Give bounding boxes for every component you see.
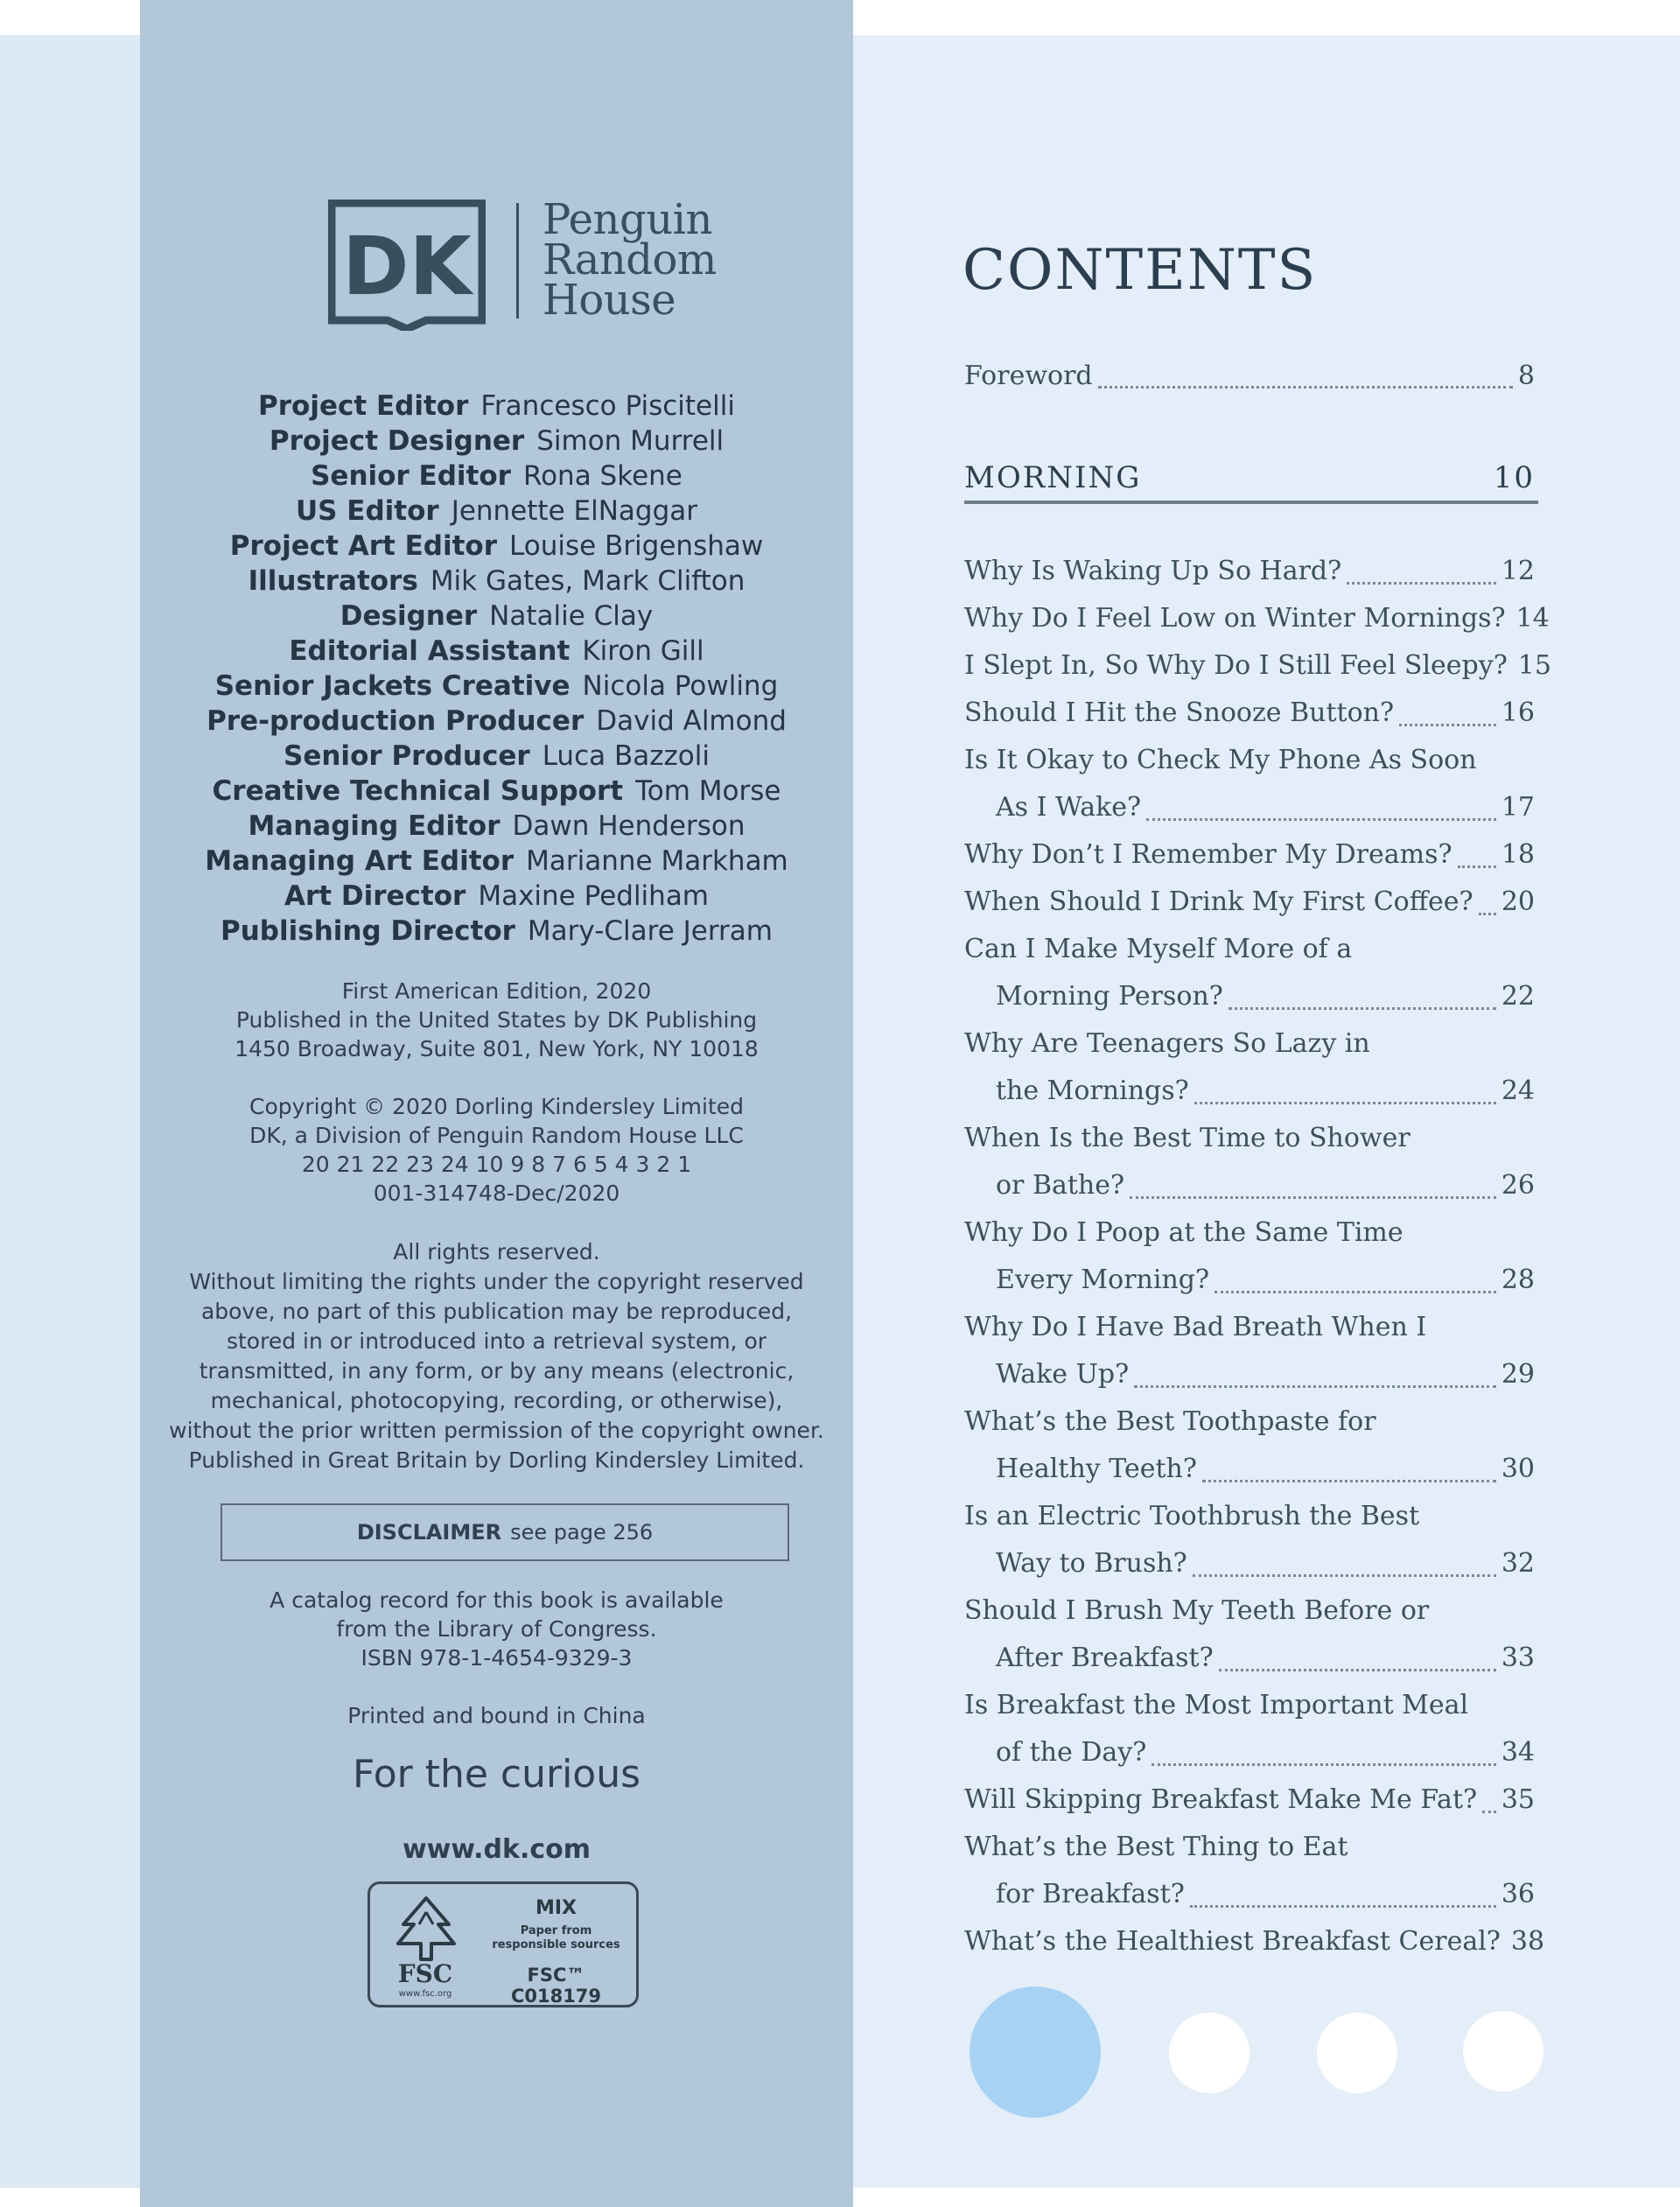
credit-name: Mary-Clare Jerram: [527, 915, 773, 947]
dk-book-logo: [328, 200, 486, 331]
toc-page-number: 30: [1501, 1454, 1535, 1484]
fsc-mix: MIX: [535, 1897, 578, 1919]
section-divider: [964, 501, 1538, 504]
dot-leader: [1479, 913, 1496, 915]
toc-list: [964, 548, 1551, 1965]
toc-line: [964, 1729, 1535, 1776]
toc-line: [964, 1257, 1535, 1304]
toc-line: [964, 642, 1551, 690]
toc-title: Is It Okay to Check My Phone As Soon: [964, 745, 1477, 775]
dot-leader: [1399, 724, 1496, 726]
credit-line: [140, 424, 853, 459]
fsc-details: [480, 1896, 633, 2007]
toc-title: for Breakfast?: [996, 1879, 1185, 1909]
publication-line: 1450 Broadway, Suite 801, New York, NY 10018: [234, 1036, 759, 1061]
toc-line: [964, 1020, 1535, 1068]
toc-title: When Is the Best Time to Shower: [964, 1123, 1410, 1153]
credit-line: [140, 599, 853, 634]
credit-name: Mik Gates, Mark Clifton: [430, 565, 746, 597]
toc-line: [964, 879, 1535, 926]
publication-line: Published in the United States by DK Publishing: [235, 1007, 758, 1033]
credit-name: Luca Bazzoli: [542, 740, 710, 772]
rights-line: mechanical, photocopying, recording, or otherwise),: [210, 1388, 783, 1413]
toc-line: [964, 784, 1535, 831]
credit-line: [140, 739, 853, 774]
toc-entry[interactable]: [964, 1020, 1535, 1115]
toc-title: Can I Make Myself More of a: [964, 934, 1353, 964]
toc-page-number: 33: [1501, 1643, 1535, 1673]
credit-line: [140, 669, 853, 704]
toc-page-number: 12: [1501, 556, 1535, 586]
toc-page-number: 36: [1501, 1879, 1535, 1909]
credit-role: Managing Art Editor: [205, 845, 514, 877]
toc-title: What’s the Best Thing to Eat: [964, 1832, 1348, 1862]
toc-line: [964, 1351, 1535, 1398]
toc-entry[interactable]: [964, 926, 1535, 1020]
toc-title: Why Don’t I Remember My Dreams?: [964, 839, 1452, 870]
toc-title: Why Is Waking Up So Hard?: [964, 556, 1342, 586]
toc-entry[interactable]: [964, 595, 1550, 642]
credit-role: Publishing Director: [220, 915, 515, 947]
credit-role: Editorial Assistant: [289, 635, 570, 667]
copyright-info: [140, 1092, 853, 1208]
toc-line: [964, 831, 1535, 879]
credit-role: Pre-production Producer: [206, 705, 584, 737]
toc-title: Should I Hit the Snooze Button?: [964, 697, 1395, 728]
toc-title: When Should I Drink My First Coffee?: [964, 886, 1474, 917]
credit-line: [140, 494, 853, 529]
copyright-line: 001-314748-Dec/2020: [373, 1181, 620, 1206]
toc-title: Every Morning?: [996, 1265, 1210, 1295]
toc-line: [964, 1304, 1535, 1351]
toc-line: [964, 595, 1550, 642]
credit-name: Simon Murrell: [536, 425, 724, 457]
toc-title: Wake Up?: [996, 1359, 1130, 1390]
tagline: For the curious: [352, 1752, 641, 1797]
credit-role: Illustrators: [248, 565, 418, 597]
toc-page-number: 16: [1501, 697, 1535, 728]
wordmark-line: House: [542, 276, 676, 325]
toc-entry[interactable]: [964, 1824, 1535, 1918]
toc-page-number: 32: [1501, 1548, 1535, 1579]
contents-heading: CONTENTS: [962, 238, 1318, 303]
toc-entry[interactable]: [964, 1918, 1545, 1965]
dot-leader: [1193, 1574, 1496, 1577]
toc-title: Should I Brush My Teeth Before or: [964, 1595, 1430, 1626]
toc-title: Is an Electric Toothbrush the Best: [964, 1501, 1420, 1531]
toc-title: Will Skipping Breakfast Make Me Fat?: [964, 1784, 1478, 1815]
publication-line: First American Edition, 2020: [341, 978, 652, 1004]
credit-name: Louise Brigenshaw: [509, 530, 764, 562]
credit-name: Marianne Markham: [526, 845, 788, 877]
credit-line: [140, 704, 853, 739]
printed-note: [140, 1701, 853, 1730]
credit-line: [140, 634, 853, 669]
section-title: MORNING: [964, 460, 1142, 495]
credit-line: [140, 774, 853, 809]
publisher-logo: [328, 195, 731, 340]
toc-title: What’s the Healthiest Breakfast Cereal?: [964, 1926, 1501, 1957]
toc-page-number: 17: [1501, 792, 1535, 823]
dot-leader: [1219, 1669, 1496, 1671]
toc-entry[interactable]: [964, 1493, 1535, 1587]
toc-line: [964, 1209, 1535, 1257]
wordmark-line: Penguin: [542, 195, 712, 244]
toc-line: [964, 1635, 1535, 1682]
toc-line: [964, 973, 1535, 1020]
dot-leader: [1482, 1811, 1496, 1813]
rights-line: Published in Great Britain by Dorling Kindersley Limited.: [188, 1447, 805, 1473]
credit-name: Kiron Gill: [582, 635, 704, 667]
toc-title: Healthy Teeth?: [996, 1454, 1197, 1484]
toc-entry[interactable]: [964, 737, 1535, 831]
rights-line: without the prior written permission of the copyright owner.: [169, 1418, 824, 1443]
toc-entry[interactable]: [964, 831, 1535, 879]
copyright-line: 20 21 22 23 24 10 9 8 7 6 5 4 3 2 1: [301, 1152, 692, 1177]
toc-title: Way to Brush?: [996, 1548, 1187, 1579]
credit-role: Senior Producer: [284, 740, 530, 772]
isbn-line: ISBN 978-1-4654-9329-3: [360, 1645, 633, 1671]
fsc-paper-line: responsible sources: [492, 1938, 620, 1951]
toc-entry[interactable]: [964, 1587, 1535, 1682]
credit-role: US Editor: [295, 495, 439, 527]
fsc-code: FSC™ C018179: [510, 1965, 602, 2007]
foreword-title: Foreword: [964, 361, 1093, 391]
rights-notice: [140, 1237, 853, 1475]
logo-divider: [516, 203, 519, 319]
toc-page-number: 14: [1516, 603, 1550, 634]
credit-name: Maxine Pedliham: [478, 880, 710, 912]
dot-leader: [1202, 1480, 1496, 1482]
toc-page-number: 24: [1501, 1075, 1535, 1106]
foreword-page: 8: [1517, 361, 1535, 391]
toc-entry[interactable]: [964, 1398, 1535, 1493]
fsc-paper-source: [480, 1924, 633, 1952]
credit-role: Senior Editor: [311, 460, 511, 492]
toc-page-number: 22: [1501, 981, 1535, 1012]
toc-entry[interactable]: [964, 1115, 1535, 1209]
catalog-line: from the Library of Congress.: [336, 1616, 657, 1642]
dot-leader: [1214, 1291, 1496, 1293]
section-page: 10: [1493, 460, 1535, 495]
toc-page-number: 34: [1501, 1737, 1535, 1768]
toc-title: Why Do I Poop at the Same Time: [964, 1217, 1404, 1248]
credit-role: Project Art Editor: [229, 530, 498, 562]
toc-entry[interactable]: [964, 1209, 1535, 1304]
toc-title: or Bathe?: [996, 1170, 1125, 1201]
decorative-circle: [1317, 2013, 1397, 2093]
toc-title: of the Day?: [996, 1737, 1147, 1768]
dot-leader: [1458, 865, 1496, 868]
toc-line: [964, 1776, 1535, 1824]
disclaimer-box: [220, 1503, 789, 1561]
toc-line: [964, 1493, 1535, 1540]
credit-name: Natalie Clay: [489, 600, 654, 632]
toc-line: [964, 1824, 1535, 1871]
fsc-url: www.fsc.org: [398, 1989, 452, 1999]
credit-role: Senior Jackets Creative: [214, 670, 570, 702]
foreword-entry[interactable]: [964, 361, 1535, 399]
credit-role: Project Designer: [269, 425, 525, 457]
dk-logo-text: DK: [342, 220, 472, 313]
dot-leader: [1130, 1196, 1496, 1199]
toc-page-number: 29: [1501, 1359, 1535, 1390]
credit-role: Designer: [340, 600, 478, 632]
toc-title: What’s the Best Toothpaste for: [964, 1406, 1376, 1437]
rights-line: above, no part of this publication may be reproduced,: [200, 1299, 793, 1324]
credit-name: Rona Skene: [522, 460, 682, 492]
credit-line: [140, 564, 853, 599]
rights-line: All rights reserved.: [393, 1239, 600, 1265]
penguin-random-house-wordmark: [542, 195, 717, 325]
credit-line: [140, 529, 853, 564]
toc-page-number: 35: [1501, 1784, 1535, 1815]
credit-line: [140, 914, 853, 949]
disclaimer-label: DISCLAIMER: [356, 1520, 502, 1545]
decorative-circle: [1463, 2011, 1544, 2091]
catalog-line: A catalog record for this book is available: [270, 1587, 724, 1613]
toc-line: [964, 737, 1535, 784]
dot-leader: [1228, 1007, 1496, 1010]
credit-line: [140, 459, 853, 494]
credits-list: [140, 389, 853, 949]
printed-text: Printed and bound in China: [347, 1703, 646, 1728]
toc-page-number: 18: [1501, 839, 1535, 870]
toc-entry[interactable]: [964, 1776, 1535, 1824]
toc-title: Why Do I Feel Low on Winter Mornings?: [964, 603, 1506, 634]
credit-line: [140, 844, 853, 879]
toc-line: [964, 1540, 1535, 1587]
toc-line: [964, 1068, 1535, 1115]
toc-line: [964, 1446, 1535, 1493]
copyright-line: Copyright © 2020 Dorling Kindersley Limited: [248, 1094, 745, 1119]
toc-line: [964, 1115, 1535, 1162]
fsc-badge: [368, 1881, 639, 2007]
copyright-line: DK, a Division of Penguin Random House LLC: [249, 1123, 744, 1148]
toc-line: [964, 1162, 1535, 1209]
toc-page-number: 26: [1501, 1170, 1535, 1201]
dot-leader: [1098, 386, 1513, 389]
toc-entry[interactable]: [964, 879, 1535, 926]
toc-title: I Slept In, So Why Do I Still Feel Sleepy?: [964, 650, 1508, 681]
toc-page-number: 38: [1510, 1926, 1545, 1957]
section-heading-morning[interactable]: [964, 455, 1535, 501]
toc-title: Is Breakfast the Most Important Meal: [964, 1690, 1469, 1720]
fsc-tree-icon: [382, 1893, 470, 1963]
toc-line: [964, 926, 1535, 973]
credit-line: [140, 879, 853, 914]
dot-leader: [1146, 818, 1496, 821]
disclaimer-text: see page 256: [510, 1520, 654, 1545]
dot-leader: [1347, 582, 1496, 585]
credit-name: Tom Morse: [635, 775, 781, 807]
dot-leader: [1194, 1102, 1496, 1104]
toc-title: Morning Person?: [996, 981, 1223, 1012]
website-link[interactable]: www.dk.com: [402, 1834, 592, 1865]
credit-role: Art Director: [284, 880, 466, 912]
credit-role: Creative Technical Support: [212, 775, 624, 807]
toc-page-number: 28: [1501, 1265, 1535, 1295]
toc-line: [964, 690, 1535, 737]
toc-title: the Mornings?: [996, 1075, 1189, 1106]
wordmark-line: Random: [542, 235, 717, 284]
toc-title: After Breakfast?: [996, 1643, 1214, 1673]
dot-leader: [1190, 1905, 1496, 1908]
credit-name: David Almond: [596, 705, 787, 737]
toc-title: Why Do I Have Bad Breath When I: [964, 1312, 1427, 1342]
publication-info: [140, 977, 853, 1063]
fsc-paper-line: Paper from: [520, 1924, 592, 1937]
decorative-circle: [1169, 2013, 1250, 2093]
credit-name: Dawn Henderson: [512, 810, 746, 842]
toc-line: [964, 1871, 1535, 1918]
toc-line: [964, 1398, 1535, 1446]
toc-line: [964, 1918, 1545, 1965]
toc-page-number: 15: [1517, 650, 1551, 681]
credit-name: Francesco Piscitelli: [480, 390, 735, 422]
toc-entry[interactable]: [964, 548, 1535, 595]
accent-circle: [970, 1986, 1101, 2118]
fsc-label: FSC: [397, 1959, 453, 1988]
rights-line: Without limiting the rights under the copyright reserved: [189, 1269, 804, 1294]
credit-role: Managing Editor: [248, 810, 500, 842]
rights-line: transmitted, in any form, or by any means (electronic,: [199, 1358, 794, 1384]
rights-line: stored in or introduced into a retrieval system, or: [226, 1328, 767, 1354]
credit-line: [140, 809, 853, 844]
dot-leader: [1134, 1385, 1496, 1388]
credit-name: Nicola Powling: [582, 670, 779, 702]
toc-page-number: 20: [1501, 886, 1535, 917]
toc-entry[interactable]: [964, 1682, 1535, 1776]
toc-line: [964, 548, 1535, 595]
toc-entry[interactable]: [964, 642, 1551, 690]
catalog-info: [140, 1586, 853, 1672]
credit-line: [140, 389, 853, 424]
credit-role: Project Editor: [258, 390, 469, 422]
toc-title: As I Wake?: [996, 792, 1142, 823]
toc-line: [964, 1587, 1535, 1635]
toc-title: Why Are Teenagers So Lazy in: [964, 1028, 1370, 1059]
toc-entry[interactable]: [964, 1304, 1535, 1398]
toc-entry[interactable]: [964, 690, 1535, 737]
dot-leader: [1152, 1763, 1495, 1766]
credit-name: Jennette ElNaggar: [451, 495, 697, 527]
toc-line: [964, 1682, 1535, 1729]
